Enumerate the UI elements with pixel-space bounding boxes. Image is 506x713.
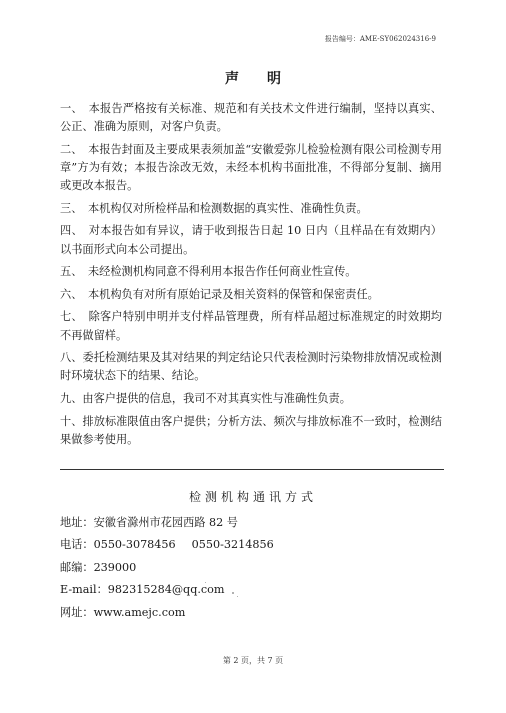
clause-8: 八、委托检测结果及其对结果的判定结论只代表检测时污染物排放情况或检测时环境状态下的结果、结论。	[60, 351, 442, 383]
contact-section-title: 检测机构通讯方式	[188, 490, 317, 504]
section-divider	[60, 469, 444, 470]
page-title: 声明	[225, 71, 309, 87]
clause-5: 五、 未经检测机构同意不得利用本报告作任何商业性宣传。	[60, 265, 357, 279]
scan-speck	[237, 596, 238, 597]
clause-10: 十、排放标准限值由客户提供；分析方法、频次与排放标准不一致时，检测结果做参考使用。	[60, 414, 442, 446]
contact-postcode: 邮编：239000	[60, 560, 137, 574]
contact-email	[60, 579, 440, 601]
contact-address: 地址：安徽省滁州市花园西路 82 号	[60, 516, 238, 529]
declaration-clauses	[60, 100, 442, 453]
contact-phone	[60, 534, 440, 556]
phone-number-2: 0550-3214856	[191, 538, 274, 552]
scan-speck	[232, 592, 234, 594]
website-label: 网址：	[60, 605, 94, 619]
clause-9: 九、由客户提供的信息，我司不对其真实性与准确性负责。	[60, 391, 351, 405]
clause-6: 六、 本机构负有对所有原始记录及相关资料的保管和保密责任。	[60, 287, 379, 301]
contact-website	[60, 602, 440, 624]
phone-label: 电话：	[60, 538, 94, 552]
clause-3: 三、 本机构仅对所检样品和检测数据的真实性、准确性负责。	[60, 201, 368, 215]
page-number: 第 2 页，共 7 页	[222, 656, 284, 665]
contact-details	[60, 512, 440, 624]
clause-2: 二、 本报告封面及主要成果表须加盖“安徽爱弥儿检验检测有限公司检测专用章”方为有效；本报告涂改无效，未经本机构书面批准，不得部分复制、摘用或更改本报告。	[60, 142, 442, 193]
website-url: www.amejc.com	[93, 605, 186, 619]
scan-speck	[205, 582, 206, 583]
clause-7: 七、 除客户特别申明并支付样品管理费，所有样品超过标准规定的时效期均不再做留样。	[60, 310, 442, 342]
email-label: E-mail：	[60, 583, 108, 597]
clause-1: 一、 本报告严格按有关标准、规范和有关技术文件进行编制，坚持以真实、公正、准确为原则，对客户负责。	[60, 102, 442, 134]
report-number: 报告编号：AME-SY062024316-9	[324, 35, 436, 43]
email-address: 982315284@qq.com	[107, 583, 225, 597]
phone-number-1: 0550-3078456	[93, 538, 176, 552]
clause-4: 四、 对本报告如有异议，请于收到报告日起 10 日内（且样品在有效期内）以书面形式向本公司提出。	[60, 224, 442, 256]
